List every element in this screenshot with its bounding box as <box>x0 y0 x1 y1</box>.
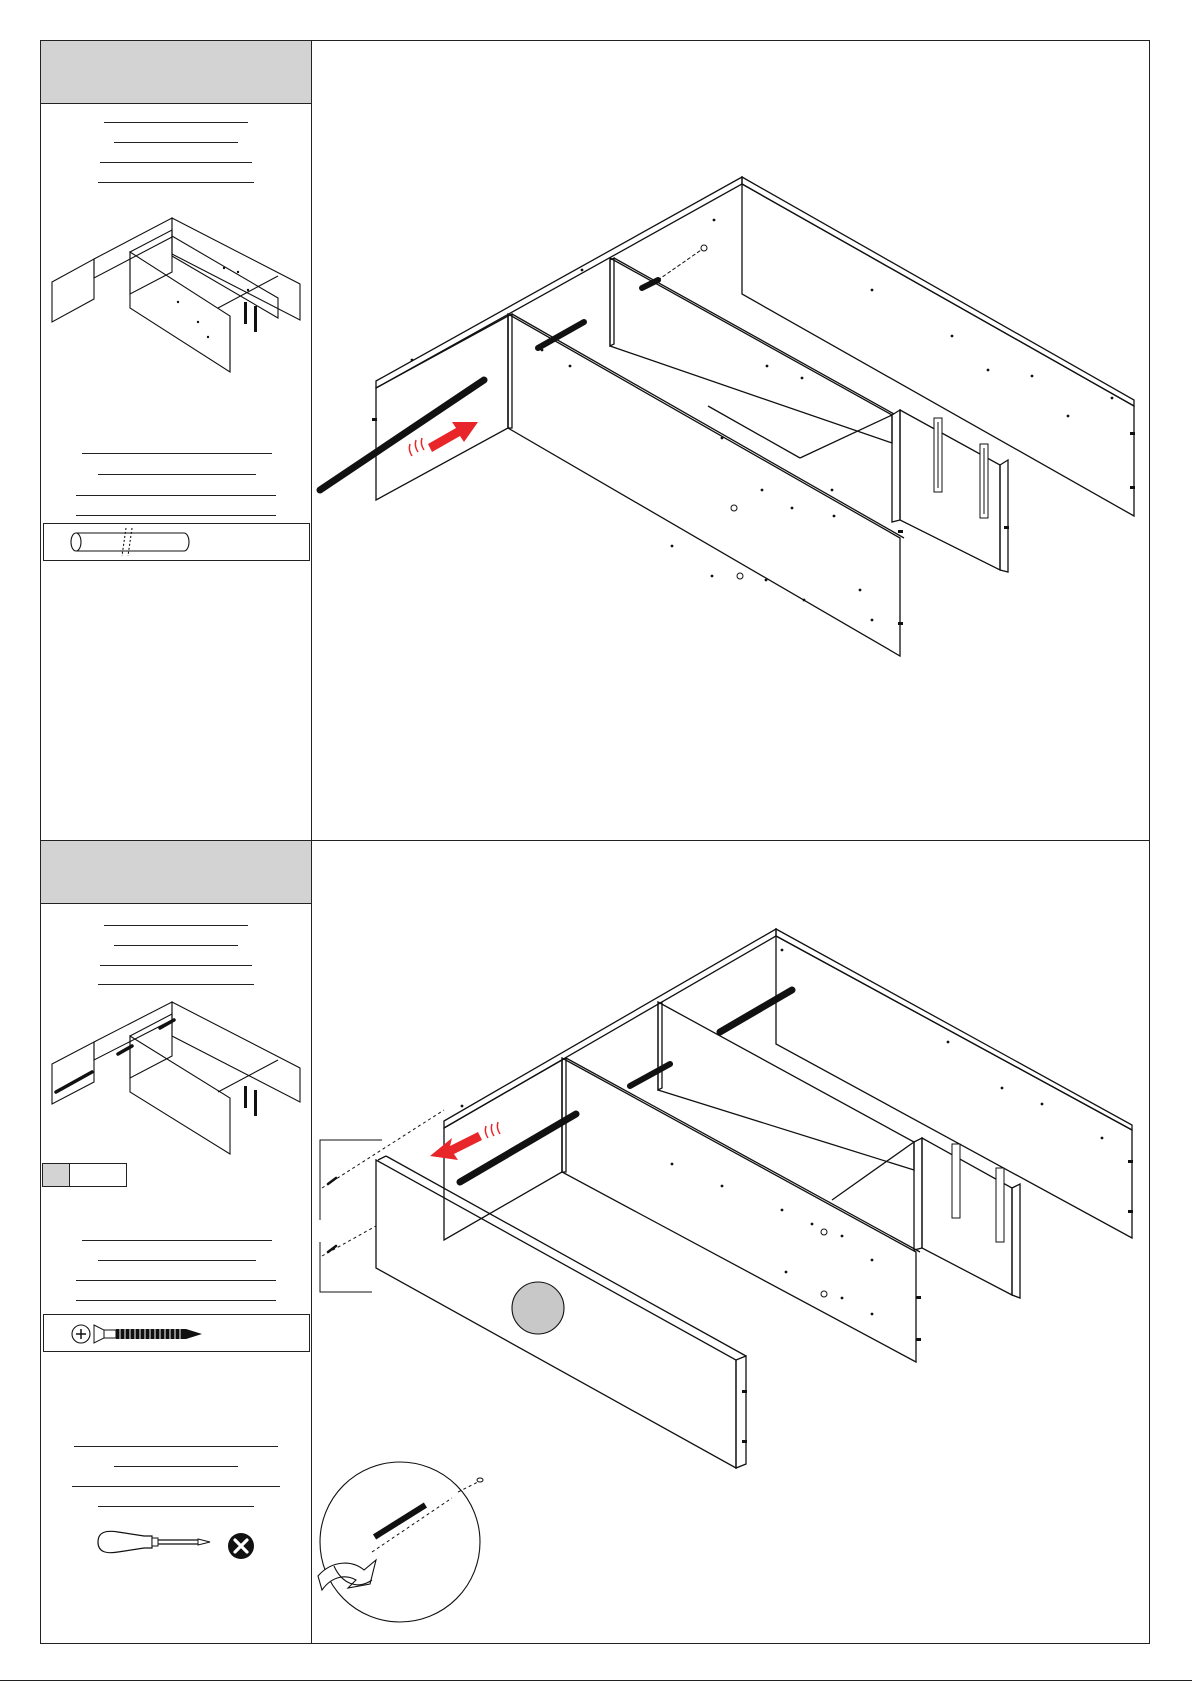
instruction-text-line <box>82 453 272 454</box>
instruction-text-line <box>76 495 276 496</box>
no-power-tool-icon <box>226 1531 256 1561</box>
step-1-assembly-diagram <box>312 160 1152 680</box>
step-2-header <box>41 841 311 904</box>
screwdriver-icon <box>94 1524 218 1560</box>
instruction-text-line <box>114 1466 238 1467</box>
instruction-text-line <box>98 984 254 985</box>
quantity-cell <box>69 1163 127 1187</box>
page-footer-rule <box>0 1680 1192 1681</box>
instruction-text-line <box>72 1486 280 1487</box>
instruction-text-line <box>98 1506 254 1507</box>
instruction-text-line <box>104 925 248 926</box>
instruction-text-line <box>76 515 276 516</box>
instruction-text-line <box>114 945 238 946</box>
instruction-text-line <box>98 474 256 475</box>
instruction-text-line <box>114 142 238 143</box>
step-1-header <box>41 41 311 104</box>
step-2-overview-diagram <box>48 998 308 1158</box>
dowel-rod-icon <box>68 526 192 558</box>
step-1-overview-diagram <box>48 212 308 382</box>
screw-icon <box>70 1320 210 1348</box>
instruction-text-line <box>82 1240 272 1241</box>
instruction-text-line <box>76 1280 276 1281</box>
instruction-text-line <box>100 162 252 163</box>
instruction-text-line <box>76 1300 276 1301</box>
step-2-assembly-diagram <box>312 920 1152 1620</box>
instruction-text-line <box>74 1446 278 1447</box>
instruction-text-line <box>98 1260 256 1261</box>
instruction-text-line <box>104 122 248 123</box>
instruction-text-line <box>100 965 252 966</box>
part-label-cell <box>42 1163 70 1187</box>
instruction-text-line <box>98 182 254 183</box>
